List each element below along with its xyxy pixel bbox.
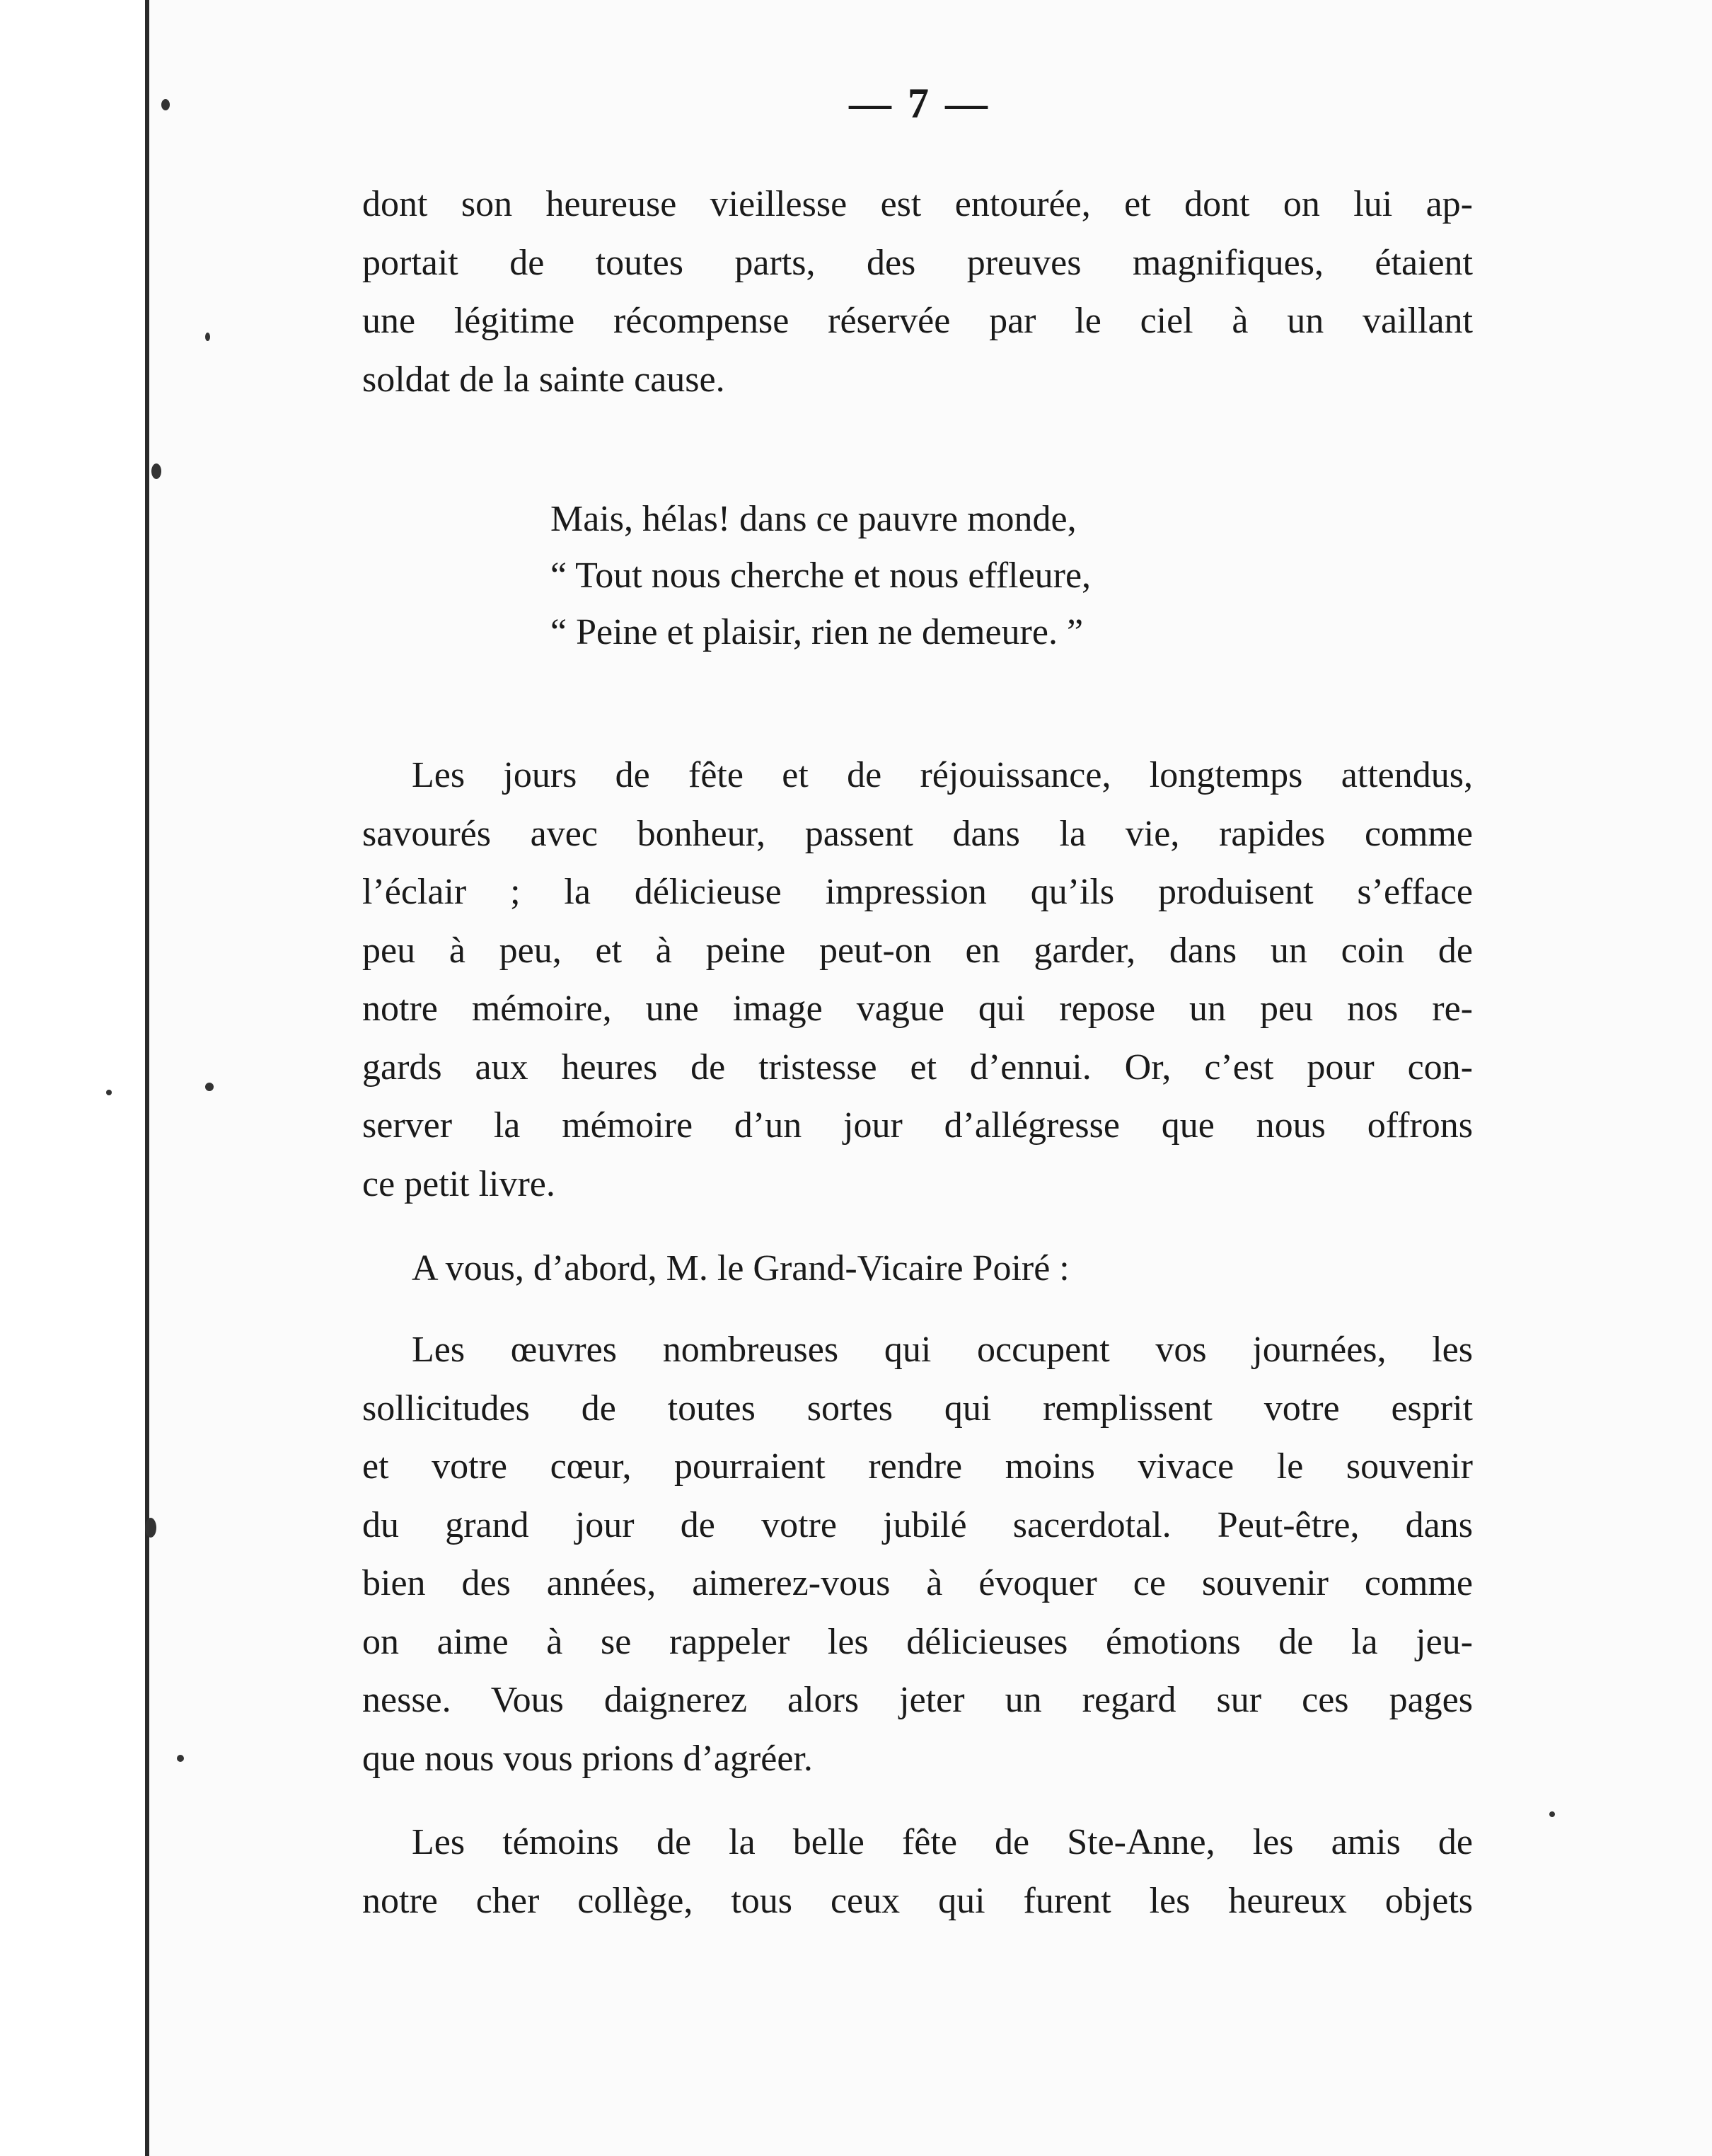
verse-quote xyxy=(550,491,1399,661)
scan-speck xyxy=(106,1090,112,1095)
text-line: une légitime récompense réservée par le ciel à un vaillant xyxy=(362,301,1473,341)
text-line: on aime à se rappeler les délicieuses émotions de la jeu- xyxy=(362,1621,1473,1662)
text-line: portait de toutes parts, des preuves magnifiques, étaient xyxy=(362,242,1473,283)
scan-speck xyxy=(205,333,210,341)
scan-speck xyxy=(145,1518,156,1538)
verse-line: “ Tout nous cherche et nous effleure, xyxy=(550,555,1092,596)
text-line: soldat de la sainte cause. xyxy=(362,359,725,400)
paragraph-1 xyxy=(362,175,1473,409)
text-line: notre cher collège, tous ceux qui furent les heureux objets xyxy=(362,1880,1473,1921)
paragraph-3 xyxy=(362,1240,1473,1298)
text-line: sollicitudes de toutes sortes qui remplissent votre esprit xyxy=(362,1388,1473,1429)
text-line: dont son heureuse vieillesse est entourée, et dont on lui ap- xyxy=(362,184,1473,224)
verse-line: Mais, hélas! dans ce pauvre monde, xyxy=(550,499,1077,539)
text-line: bien des années, aimerez-vous à évoquer ce souvenir comme xyxy=(362,1563,1473,1603)
text-line: du grand jour de votre jubilé sacerdotal. Peut-être, dans xyxy=(362,1504,1473,1545)
binding-edge xyxy=(145,0,149,2156)
scan-speck xyxy=(151,463,161,479)
verse-line: “ Peine et plaisir, rien ne demeure. ” xyxy=(550,612,1084,652)
text-line: Les jours de fête et de réjouissance, longtemps attendus, xyxy=(412,755,1473,795)
scan-speck xyxy=(205,1083,214,1091)
text-line: notre mémoire, une image vague qui repose un peu nos re- xyxy=(362,988,1473,1029)
text-line: savourés avec bonheur, passent dans la vie, rapides comme xyxy=(362,813,1473,854)
paragraph-5 xyxy=(362,1814,1473,1930)
text-line: peu à peu, et à peine peut-on en garder, dans un coin de xyxy=(362,930,1473,971)
scan-speck xyxy=(1549,1811,1555,1817)
text-line: nesse. Vous daignerez alors jeter un regard sur ces pages xyxy=(362,1680,1473,1720)
page-number: — 7 — xyxy=(849,80,990,127)
scan-speck xyxy=(177,1755,184,1762)
text-line: et votre cœur, pourraient rendre moins vivace le souvenir xyxy=(362,1446,1473,1487)
text-line: Les témoins de la belle fête de Ste-Anne, les amis de xyxy=(412,1822,1473,1862)
scan-speck xyxy=(161,99,170,110)
text-line: server la mémoire d’un jour d’allégresse que nous offrons xyxy=(362,1105,1473,1146)
text-line: que nous vous prions d’agréer. xyxy=(362,1738,813,1779)
paragraph-4 xyxy=(362,1321,1473,1788)
text-line: gards aux heures de tristesse et d’ennui. Or, c’est pour con- xyxy=(362,1047,1473,1088)
text-line: l’éclair ; la délicieuse impression qu’ils produisent s’efface xyxy=(362,872,1473,912)
paragraph-2 xyxy=(362,746,1473,1214)
text-line: Les œuvres nombreuses qui occupent vos journées, les xyxy=(412,1330,1473,1370)
text-line: A vous, d’abord, M. le Grand-Vicaire Poiré : xyxy=(412,1248,1070,1289)
text-line: ce petit livre. xyxy=(362,1163,555,1204)
binding-margin xyxy=(0,0,145,2156)
